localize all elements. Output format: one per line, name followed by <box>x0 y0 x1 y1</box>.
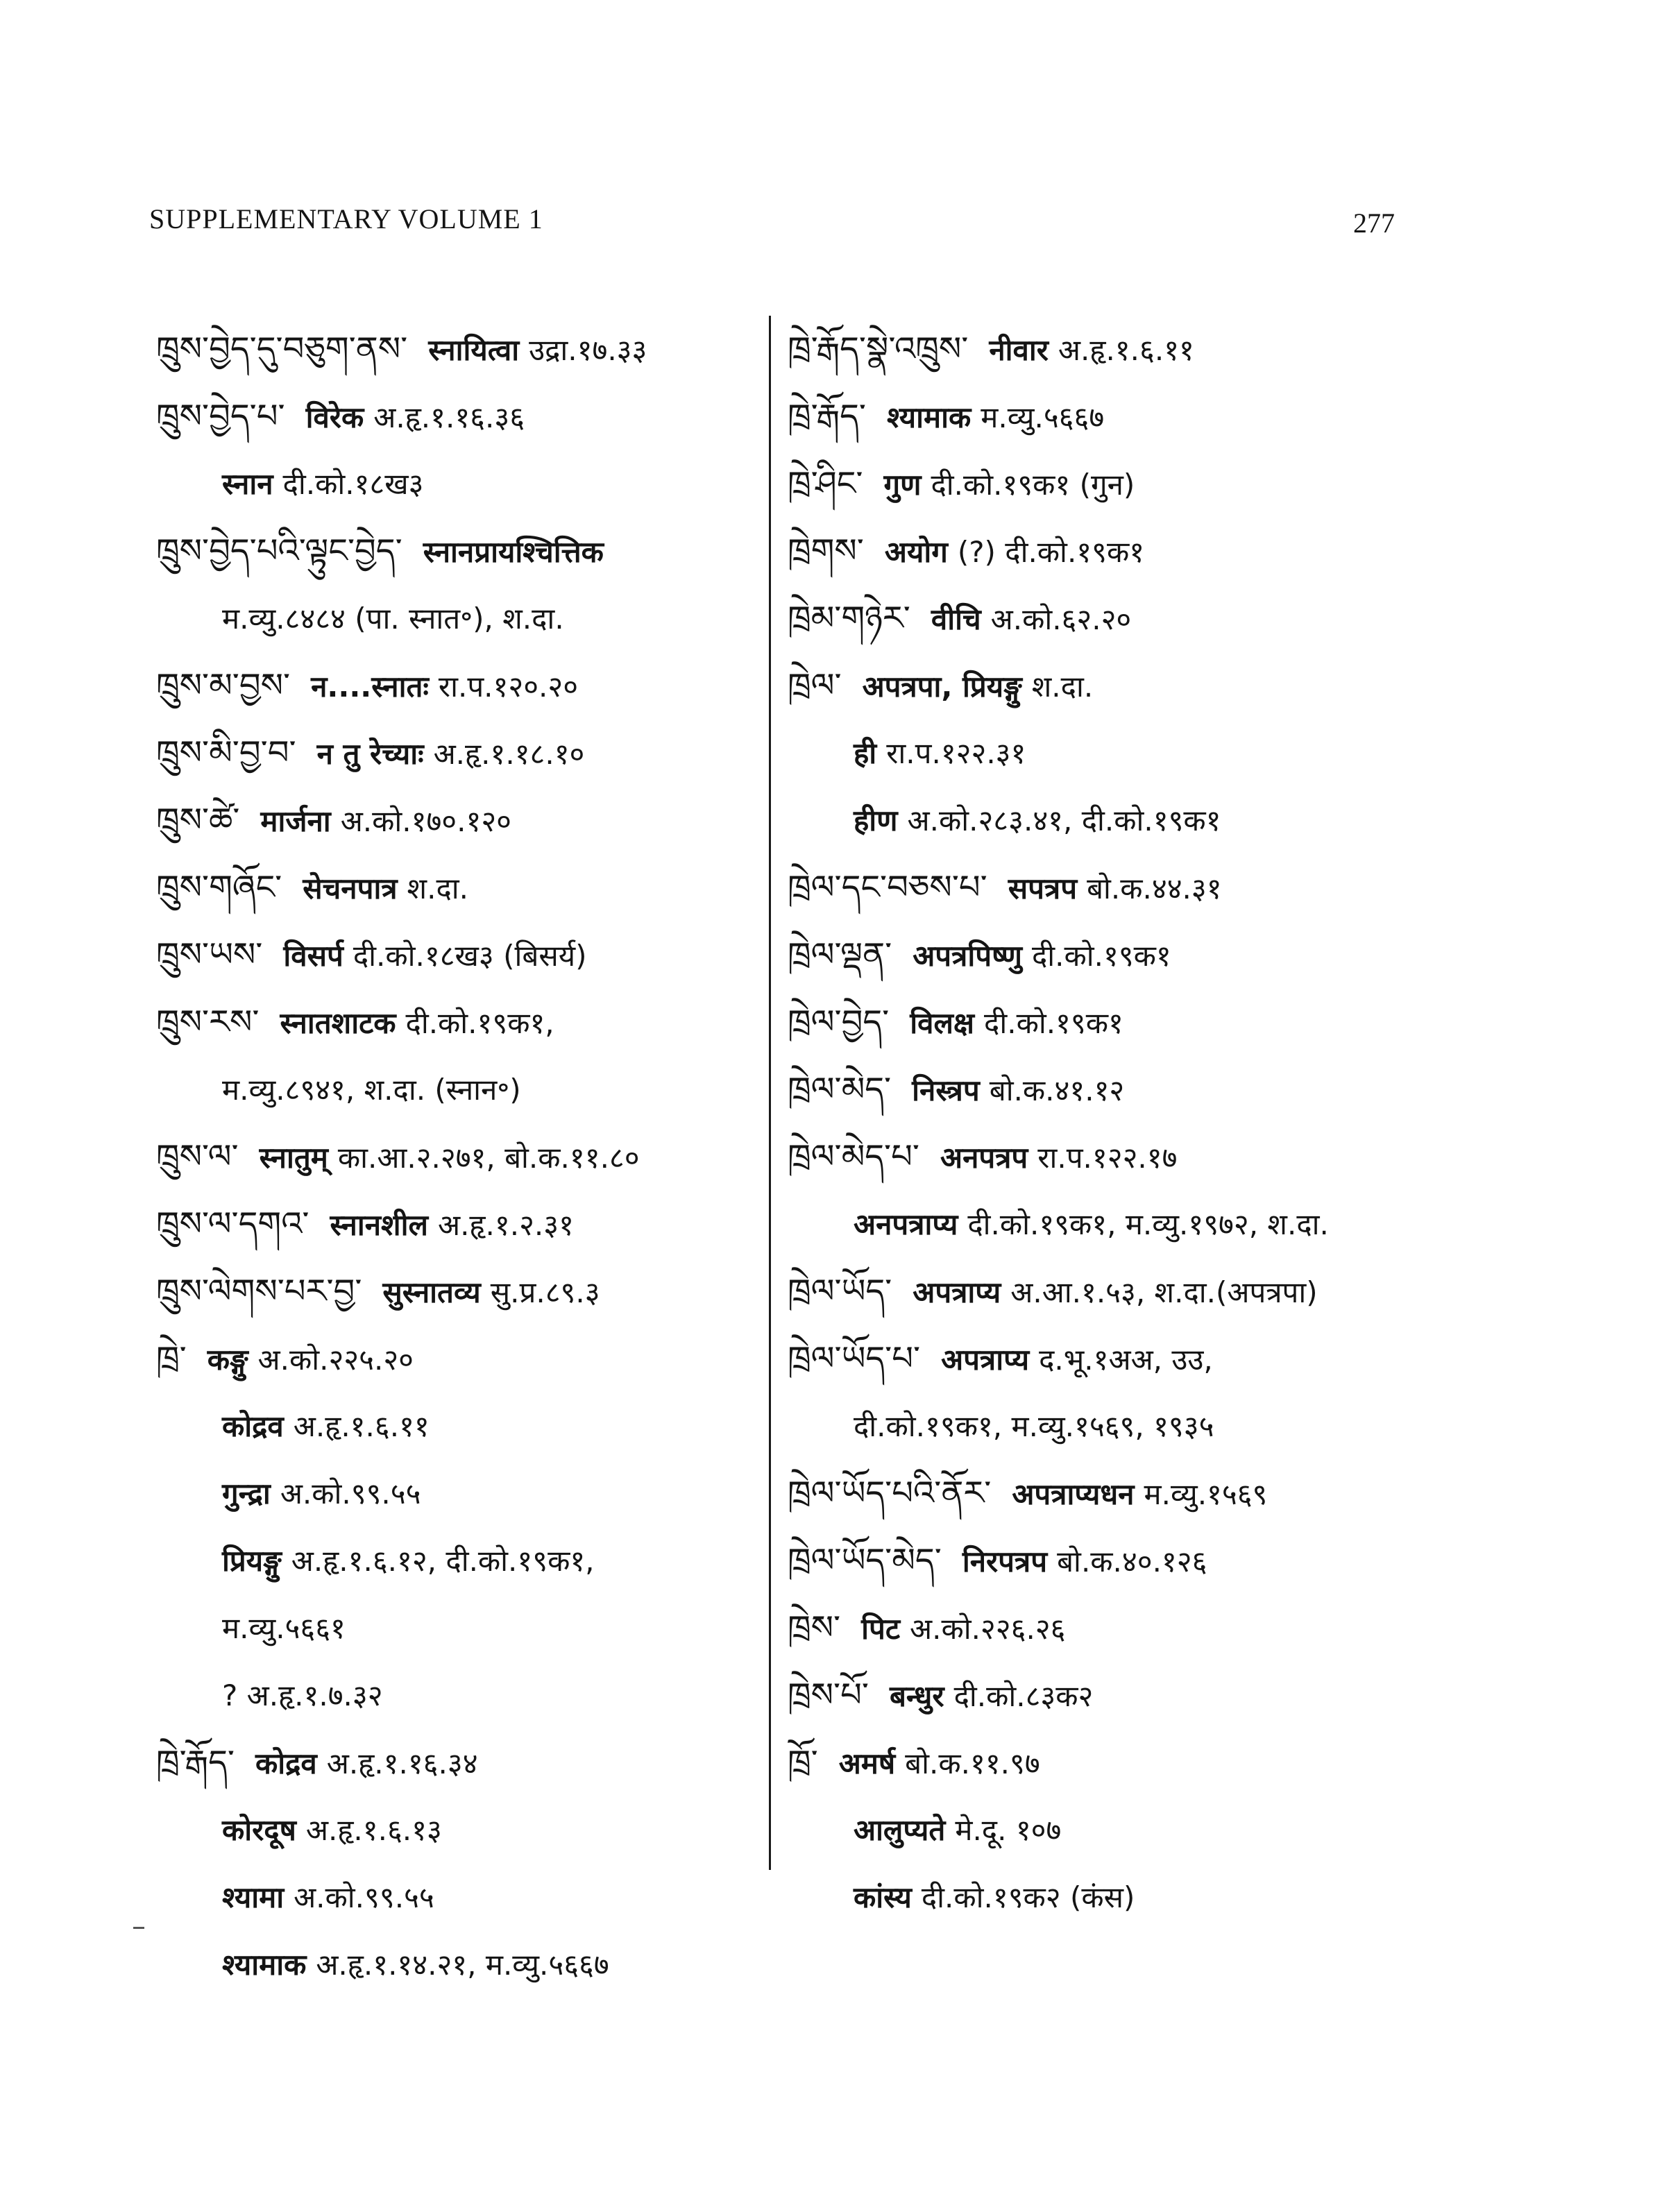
source-reference: अ.हृ.१.१४.२१, म.व्यु.५६६७ <box>316 1948 609 1982</box>
dictionary-entry-line <box>156 1258 767 1325</box>
sanskrit-equivalent: विलक्ष <box>910 1006 975 1040</box>
sanskrit-equivalent: ही <box>854 736 877 770</box>
dictionary-entry-line <box>788 921 1412 989</box>
tibetan-headword: ཁྲེས་ <box>788 1608 841 1647</box>
sanskrit-equivalent: सपत्रप <box>1008 871 1078 905</box>
tibetan-headword: ཁྲེགས་ <box>788 531 864 570</box>
source-reference: उद्रा.१७.३३ <box>529 333 647 367</box>
dictionary-entry-line <box>788 1258 1412 1325</box>
tibetan-headword: ཁྲེལ་དང་བཅས་པ་ <box>788 868 987 907</box>
sanskrit-equivalent: कङ्गु <box>207 1343 248 1377</box>
source-reference: बो.क.४१.१२ <box>989 1073 1125 1107</box>
source-reference: श.दा. <box>407 871 468 905</box>
tibetan-headword: ཁྲེ་རྒོད་སྣེ་འཁྲུས་ <box>788 330 969 368</box>
tibetan-headword: ཁྲུས་ཚེ་ <box>156 801 240 840</box>
dictionary-entry-line <box>788 1191 1412 1258</box>
dictionary-entry-line <box>156 652 767 720</box>
source-reference: दी.को.१८ख३ (बिसर्य) <box>353 939 587 973</box>
tibetan-headword: ཁྲེ་ཤིང་ <box>788 464 863 503</box>
dictionary-entry-line <box>788 1527 1412 1594</box>
sanskrit-equivalent: स्नातुम् <box>259 1141 328 1175</box>
page-number: 277 <box>1353 207 1395 239</box>
dictionary-entry-line <box>156 1796 767 1864</box>
tibetan-headword: ཁྲོ་ <box>788 1743 818 1782</box>
source-reference: अ.को.६२.२० <box>990 602 1132 636</box>
source-reference: अ.हृ.१.६.१३ <box>305 1813 442 1847</box>
tibetan-headword: ཁྲུས་མ་བྱས་ <box>156 666 291 705</box>
source-reference: दी.को.१९क१ <box>984 1006 1123 1040</box>
source-reference: श.दा. <box>1031 670 1094 704</box>
right-column <box>788 316 1412 1931</box>
sanskrit-equivalent: विसर्प <box>283 939 343 973</box>
tibetan-headword: ཁྲུས་མི་བྱ་བ་ <box>156 733 296 772</box>
source-reference: दी.को.१९क१ <box>1031 939 1171 973</box>
sanskrit-equivalent: निरपत्रप <box>962 1545 1048 1579</box>
sanskrit-equivalent: न....स्नातः <box>311 670 429 704</box>
sanskrit-equivalent: श्यामाक <box>886 400 971 434</box>
sanskrit-equivalent: मार्जना <box>260 804 331 838</box>
dictionary-entry-line <box>788 1662 1412 1729</box>
dictionary-entry-line <box>156 921 767 989</box>
source-reference: ? अ.हृ.१.७.३२ <box>222 1678 383 1712</box>
source-reference: म.व्यु.५६६१ <box>222 1611 346 1645</box>
tibetan-headword: ཁྲེལ་ <box>788 666 842 705</box>
dictionary-entry-line <box>788 1325 1412 1393</box>
source-reference: अ.को.२२५.२० <box>257 1343 414 1377</box>
source-reference: अ.हृ.१.१८.१० <box>433 737 585 771</box>
dictionary-entry-line <box>788 1864 1412 1931</box>
tibetan-headword: ཁྲུས་ལ་དགའ་ <box>156 1205 309 1243</box>
source-reference: अ.को.२८३.४१, दी.को.१९क१ <box>907 803 1221 837</box>
sanskrit-equivalent: पिट <box>861 1612 900 1646</box>
sanskrit-equivalent: गुन्द्रा <box>222 1477 271 1511</box>
sanskrit-equivalent: कोद्रव <box>255 1746 317 1780</box>
dictionary-entry-line <box>156 1729 767 1796</box>
source-reference: म.व्यु.८४८४ (पा. स्नात॰), श.दा. <box>222 602 564 636</box>
source-reference: द.भू.१अअ, उउ, <box>1039 1343 1213 1377</box>
source-reference: अ.आ.१.५३, श.दा.(अपत्रपा) <box>1010 1275 1318 1309</box>
tibetan-headword: ཁྲུས་གཞོང་ <box>156 868 282 907</box>
sanskrit-equivalent: अनपत्राप्य <box>854 1207 958 1241</box>
source-reference: दी.को.१९क१ (गुन) <box>931 468 1135 502</box>
sanskrit-equivalent: आलुप्यते <box>854 1813 946 1847</box>
dictionary-entry-line <box>156 1056 767 1123</box>
running-head: SUPPLEMENTARY VOLUME 1 <box>149 203 543 235</box>
source-reference: दी.को.१९क१, म.व्यु.१५६९, १९३५ <box>854 1409 1214 1443</box>
dictionary-entry-line <box>788 787 1412 854</box>
sanskrit-equivalent: न तु रेच्याः <box>316 737 424 771</box>
sanskrit-equivalent: विरेक <box>305 400 364 434</box>
source-reference: का.आ.२.२७१, बो.क.११.८० <box>337 1141 640 1175</box>
sanskrit-equivalent: अपत्राप्य <box>913 1275 1001 1309</box>
dictionary-entry-line <box>156 585 767 652</box>
source-reference: म.व्यु.५६६७ <box>981 400 1105 434</box>
sanskrit-equivalent: प्रियङ्गु <box>222 1544 282 1578</box>
dictionary-entry-line <box>788 1796 1412 1864</box>
dictionary-entry-line <box>156 1527 767 1594</box>
sanskrit-equivalent: अयोग <box>884 535 948 569</box>
source-reference: बो.क.४०.१२६ <box>1057 1545 1207 1579</box>
dictionary-entry-line <box>788 1460 1412 1527</box>
dictionary-entry-line <box>156 1594 767 1662</box>
tibetan-headword: ཁྲུས་ཡས་ <box>156 935 263 974</box>
dictionary-entry-line <box>788 383 1412 450</box>
source-reference: मे.दू. १०७ <box>955 1813 1062 1847</box>
tibetan-headword: ཁྲེལ་ཡོད་མེད་ <box>788 1541 942 1580</box>
dictionary-entry-line <box>788 1123 1412 1191</box>
dictionary-entry-line <box>156 720 767 787</box>
dictionary-entry-line <box>788 854 1412 921</box>
tibetan-headword: ཁྲེལ་ཡོད་པའི་ནོར་ <box>788 1474 992 1513</box>
sanskrit-equivalent: कोरदूष <box>222 1813 296 1847</box>
source-reference: अ.हृ.१.६.११ <box>293 1409 430 1443</box>
dictionary-entry-line <box>156 854 767 921</box>
source-reference: रा.प.१२२.३१ <box>886 736 1026 770</box>
sanskrit-equivalent: सेचनपात्र <box>303 871 398 905</box>
dictionary-entry-line <box>788 989 1412 1056</box>
source-reference: रा.प.१२०.२० <box>438 670 579 704</box>
source-reference: अ.को.२२६.२६ <box>910 1612 1066 1646</box>
source-reference: दी.को.१८ख३ <box>282 467 424 501</box>
sanskrit-equivalent: निस्त्रप <box>912 1073 980 1107</box>
sanskrit-equivalent: गुण <box>883 468 922 502</box>
source-reference: म.व्यु.१५६९ <box>1144 1477 1268 1511</box>
tibetan-headword: ཁྲེ་རྒོད་ <box>156 1743 235 1782</box>
tibetan-headword: ཁྲེས་པོ་ <box>788 1676 869 1715</box>
source-reference: दी.को.१९क१, <box>405 1006 554 1040</box>
tibetan-headword: ཁྲེལ་བྱེད་ <box>788 1003 890 1041</box>
dictionary-entry-line <box>788 1594 1412 1662</box>
dictionary-entry-line <box>156 450 767 518</box>
tibetan-headword: ཁྲེ་ <box>156 1339 187 1378</box>
tibetan-headword: ཁྲེལ་མེད་པ་ <box>788 1137 919 1176</box>
dictionary-entry-line <box>156 1460 767 1527</box>
dictionary-entry-line <box>156 1864 767 1931</box>
source-reference: दी.को.८३क२ <box>953 1679 1094 1713</box>
dictionary-entry-line <box>156 989 767 1056</box>
dictionary-entry-line <box>788 450 1412 518</box>
tibetan-headword: ཁྲེལ་ཡོད་པ་ <box>788 1339 921 1378</box>
tibetan-headword: ཁྲེ་རྒོད་ <box>788 397 866 436</box>
sanskrit-equivalent: नीवार <box>989 333 1049 367</box>
sanskrit-equivalent: अपत्रपिष्णु <box>913 939 1022 973</box>
tibetan-headword: ཁྲུས་བྱེད་དུ་བཅུག་ནས་ <box>156 330 408 368</box>
dictionary-entry-line <box>156 316 767 383</box>
source-reference: अ.हृ.१.१६.३६ <box>373 400 525 434</box>
sanskrit-equivalent: सुस्नातव्य <box>382 1275 481 1309</box>
source-reference: अ.हृ.१.६.१२, दी.को.१९क१, <box>291 1544 595 1578</box>
dictionary-entry-line <box>156 518 767 585</box>
source-reference: अ.हृ.१.२.३१ <box>437 1208 574 1242</box>
source-reference: (?) दी.को.१९क१ <box>957 535 1145 569</box>
sanskrit-equivalent: हीण <box>854 803 898 837</box>
column-divider <box>769 316 771 1870</box>
sanskrit-equivalent: स्नातशाटक <box>280 1006 396 1040</box>
sanskrit-equivalent: स्नान <box>222 467 273 501</box>
tibetan-headword: ཁྲེལ་ལྡན་ <box>788 935 892 974</box>
sanskrit-equivalent: श्यामा <box>222 1880 285 1914</box>
tibetan-headword: ཁྲེལ་ཡོད་ <box>788 1272 892 1311</box>
sanskrit-equivalent: स्नायित्वा <box>428 333 520 367</box>
sanskrit-equivalent: अपत्राप्य <box>941 1343 1030 1377</box>
dictionary-entry-line <box>788 518 1412 585</box>
dictionary-entry-line <box>156 1123 767 1191</box>
sanskrit-equivalent: बन्धुर <box>889 1679 944 1713</box>
sanskrit-equivalent: अपत्राप्यधन <box>1012 1477 1135 1511</box>
source-reference: बो.क.११.९७ <box>905 1746 1040 1780</box>
dictionary-entry-line <box>788 1393 1412 1460</box>
dictionary-entry-line <box>156 383 767 450</box>
dictionary-entry-line <box>156 787 767 854</box>
dictionary-entry-line <box>788 652 1412 720</box>
tibetan-headword: ཁྲུས་ལ་ <box>156 1137 239 1176</box>
dictionary-entry-line <box>788 1729 1412 1796</box>
tibetan-headword: ཁྲུས་བྱེད་པའི་ལྟུང་བྱེད་ <box>156 531 402 570</box>
sanskrit-equivalent: अमर्ष <box>838 1746 896 1780</box>
left-column <box>156 316 767 1998</box>
source-reference: अ.को.९९.५५ <box>294 1880 434 1914</box>
dictionary-entry-line <box>156 1931 767 1998</box>
source-reference: रा.प.१२२.१७ <box>1037 1141 1178 1175</box>
dictionary-entry-line <box>156 1191 767 1258</box>
dictionary-entry-line <box>788 1056 1412 1123</box>
dictionary-entry-line <box>788 585 1412 652</box>
sanskrit-equivalent: स्नानप्रायश्चित्तिक <box>423 535 604 569</box>
dictionary-entry-line <box>156 1325 767 1393</box>
source-reference: अ.हृ.१.६.११ <box>1058 333 1194 367</box>
source-reference: सु.प्र.८९.३ <box>490 1275 600 1309</box>
sanskrit-equivalent: वीचि <box>931 602 981 636</box>
sanskrit-equivalent: श्यामाक <box>222 1948 307 1982</box>
source-reference: अ.हृ.१.१६.३४ <box>326 1746 478 1780</box>
tibetan-headword: ཁྲུས་བྱེད་པ་ <box>156 397 285 436</box>
sanskrit-equivalent: अपत्रपा, प्रियङ्गु <box>862 670 1022 704</box>
dictionary-entry-line <box>788 720 1412 787</box>
source-reference: दी.को.१९क२ (कंस) <box>921 1880 1135 1914</box>
dictionary-entry-line <box>788 316 1412 383</box>
tibetan-headword: ཁྲེམ་གཉེར་ <box>788 599 910 638</box>
dictionary-entry-line <box>156 1662 767 1729</box>
dictionary-entry-line <box>156 1393 767 1460</box>
source-reference: म.व्यु.८९४१, श.दा. (स्नान॰) <box>222 1073 521 1107</box>
source-reference: अ.को.९९.५५ <box>280 1477 421 1511</box>
tibetan-headword: ཁྲེལ་མེད་ <box>788 1070 892 1109</box>
source-reference: बो.क.४४.३१ <box>1087 871 1222 905</box>
sanskrit-equivalent: कोद्रव <box>222 1409 284 1443</box>
sanskrit-equivalent: कांस्य <box>854 1880 912 1914</box>
source-reference: अ.को.१७०.१२० <box>340 804 512 838</box>
sanskrit-equivalent: स्नानशील <box>330 1208 428 1242</box>
scan-mark <box>133 1927 144 1929</box>
tibetan-headword: ཁྲུས་ལེགས་པར་བྱ་ <box>156 1272 362 1311</box>
source-reference: दी.को.१९क१, म.व्यु.१९७२, श.दा. <box>967 1207 1329 1241</box>
tibetan-headword: ཁྲུས་རས་ <box>156 1003 260 1041</box>
sanskrit-equivalent: अनपत्रप <box>940 1141 1028 1175</box>
